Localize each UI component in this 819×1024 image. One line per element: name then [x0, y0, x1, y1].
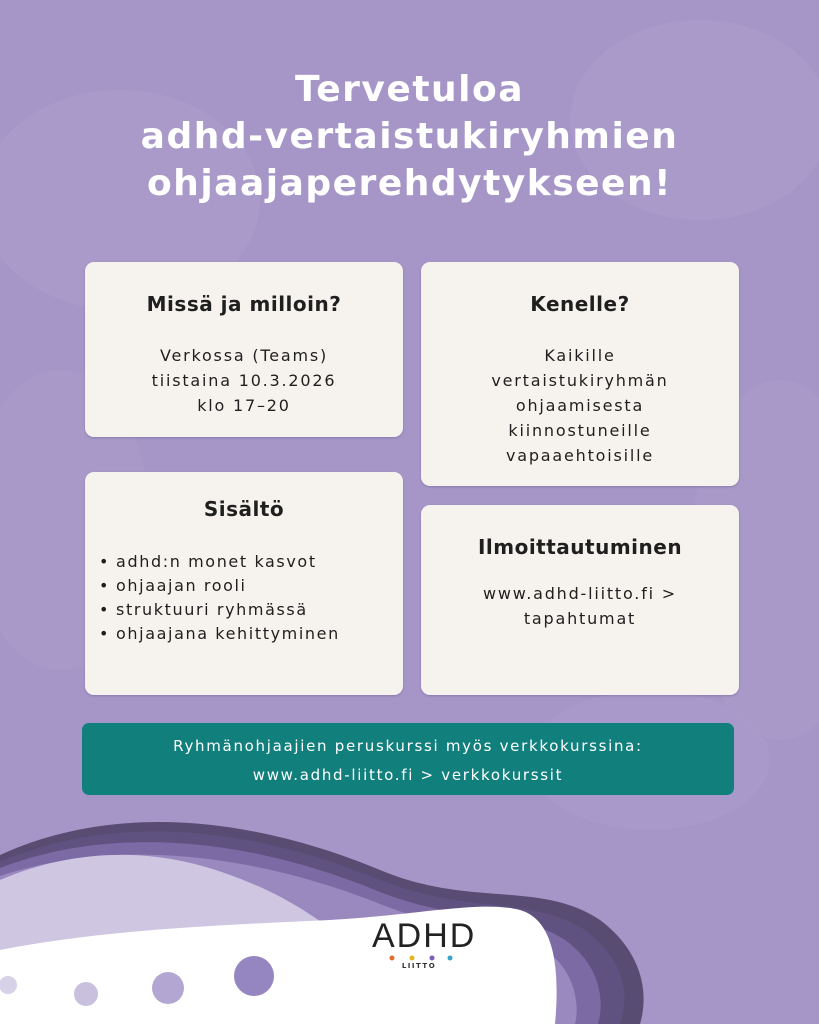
decor-dot-3: [152, 972, 184, 1004]
card-content: [85, 472, 403, 695]
content-item-4: • ohjaajana kehittyminen: [99, 622, 340, 646]
card-signup-body: [421, 581, 739, 631]
card-where-line-1: Verkossa (Teams): [159, 346, 329, 365]
card-who-line-2: vertaistukiryhmän: [491, 371, 669, 390]
content-item-3: • struktuuri ryhmässä: [99, 598, 340, 622]
decor-dot-2: [74, 982, 98, 1006]
card-who-heading: Kenelle?: [530, 292, 630, 316]
content-item-1: • adhd:n monet kasvot: [99, 550, 340, 574]
card-who-line-5: vapaaehtoisille: [505, 446, 655, 465]
card-who-line-4: kiinnostuneille: [508, 421, 652, 440]
logo-text: ADHD: [372, 917, 477, 955]
signup-line-2: tapahtumat: [523, 609, 637, 628]
banner-line-1: Ryhmänohjaajien peruskurssi myös verkkokurssina:: [173, 737, 643, 755]
card-where-line-2: tiistaina 10.3.2026: [151, 371, 337, 390]
card-where-when-heading: Missä ja milloin?: [146, 292, 342, 316]
card-who: [421, 262, 739, 486]
content-list: [99, 550, 340, 646]
online-course-banner: [82, 723, 734, 795]
card-where-when-body: [85, 343, 403, 418]
decorative-waves: [0, 800, 819, 1024]
card-signup-heading: Ilmoittautuminen: [477, 535, 683, 559]
card-where-when: [85, 262, 403, 437]
card-where-line-3: klo 17–20: [197, 396, 291, 415]
card-who-body: [421, 343, 739, 468]
logo-subtext: LIITTO: [401, 962, 437, 970]
card-who-line-3: ohjaamisesta: [515, 396, 645, 415]
card-who-line-1: Kaikille: [544, 346, 616, 365]
title-line-3: ohjaajaperehdytykseen!: [146, 163, 673, 204]
title-line-1: Tervetuloa: [294, 69, 525, 110]
decor-dot-4: [234, 956, 274, 996]
card-signup: [421, 505, 739, 695]
banner-line-2: www.adhd-liitto.fi > verkkokurssit: [252, 766, 564, 784]
signup-line-1: www.adhd-liitto.fi >: [483, 584, 677, 603]
page-title: [0, 66, 819, 207]
logo-dots-icon: [386, 955, 456, 961]
adhd-liitto-logo: [372, 917, 477, 974]
card-content-heading: Sisältö: [203, 497, 285, 521]
title-line-2: adhd-vertaistukiryhmien: [140, 116, 679, 157]
content-item-2: • ohjaajan rooli: [99, 574, 340, 598]
